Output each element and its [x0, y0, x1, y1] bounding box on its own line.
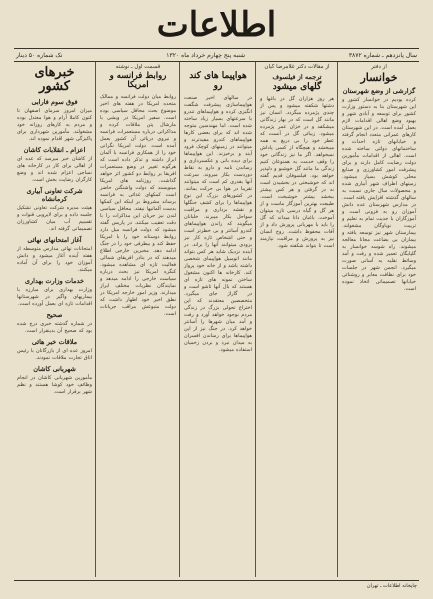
issue-date: شنبه پنج چهارم خرداد ماه ۱۳۲۰ — [166, 51, 246, 59]
news-item-heading: شهربانی کاشان — [33, 364, 76, 373]
footer-text: چاپخانه اطلاعات ـ تهران — [366, 583, 417, 589]
news-item-heading: ملاقات خبر هائی — [31, 337, 78, 346]
column-divider — [179, 62, 180, 577]
news-item — [17, 311, 92, 335]
article-subheading: گزارشی از وضع شهرستان — [342, 87, 416, 96]
news-item — [17, 365, 92, 396]
article-heading-khansar: خوانسار — [360, 71, 398, 84]
news-item — [17, 236, 92, 274]
news-item-body: میزان امروز سرمای اصفهان تا کنون کاملا آرام و هوا معتدل بوده و مردم به کارهای روزانه خود مشغولند. مأمورین شهرداری برای پاکیزگی شهر اقدام نموده اند. — [17, 107, 92, 142]
column-divider — [337, 62, 338, 577]
news-item — [17, 146, 92, 184]
article-subheading: ترجمه از فیلسوف — [272, 73, 322, 81]
news-item-body: هیئت مدیره شرکت تعاونی تشکیل جلسه داده و برای لایروبی قنوات و تقسیم آب میان کشاورزان تصمیماتی گرفته اند. — [17, 204, 92, 232]
news-item-body: از کاشان خبر میرسد که عده ای از اهالی برای کار در کارخانه های نساجی اعزام شده اند و وضع کارگران رضایت بخش است. — [17, 155, 92, 183]
news-item-body: مأمورین شهربانی کاشان در انجام وظائف خود کوشا هستند و نظم شهر برقرار است. — [17, 374, 92, 395]
article-heading-france-america: روابط فرانسه و امریکا — [109, 71, 167, 91]
news-item-heading: شرکت تعاونی آبیاری کرمانشاه — [26, 186, 83, 203]
newspaper-title: اطلاعات — [156, 5, 277, 45]
news-item — [17, 187, 92, 233]
news-item — [17, 277, 92, 308]
column-airplanes — [181, 62, 255, 577]
page-footer — [14, 580, 419, 591]
section-heading-domestic-news: خبرهای کشور — [34, 65, 75, 95]
news-item-heading: فوق سوم فارابی — [31, 97, 78, 106]
column-france-america — [97, 62, 179, 577]
news-item-body: امتحانات نهائی مدارس متوسطه از هفته آینده آغاز میشود و دانش آموزان خود را برای آن آماده میکنند. — [17, 245, 92, 273]
masthead — [0, 0, 433, 50]
column-label: قسمت اول ـ نوشته — [115, 64, 161, 70]
news-items-list — [17, 98, 92, 396]
news-item-body: وزارت بهداری برای مبارزه با بیماریهای واگیر در شهرستانها اقدامات تازه ای بعمل آورده است. — [17, 286, 92, 307]
issue-number: سال پانزدهم ـ شماره ۳۸۷۲ — [348, 51, 417, 59]
article-body: کرده بودیم در خوانسار کشور و این شهرستان بنا به دستور وزارت کشور برای توسعه و آبادی شهر و بهبود وضع اهالی اقدامات لازم بعمل آمده است. در این شهرستان کارهای عمرانی متعدد انجام گرفته و خیابانهای تازه احداث و ساختمانهای دولتی ساخته شده است. اهالی از اقدامات مأمورین دولت رضایت کامل دارند و برای پیشرفت امور کشاورزی و صنایع محلی کوشش بسیار میشود. زمینهای اطراف شهر آبیاری شده و محصولات سال جاری نسبت به سالهای گذشته افزایش یافته است. در مدارس شهرستان عده دانش آموزان رو به فزونی است و آموزگاران با جدیت تمام به تعلیم و تربیت نوباوگان مشغولند. بیمارستان شهر نیز توسعه یافته و بیماران بی بضاعت مجانا معالجه میشوند. راه شوسه خوانسار به گلپایگان تعمیر شده و رفت و آمد وسائط نقلیه به آسانی صورت میگیرد. انجمن شهر در جلسات خود برای نظافت معابر و روشنائی خیابانها تصمیماتی اتخاذ نموده است. — [342, 97, 416, 293]
news-item-heading: اعزام ـ انقلابات کاشان — [23, 145, 86, 154]
article-heading-airplanes: هواپیما های کند رو — [189, 71, 247, 91]
column-divider — [255, 62, 256, 577]
issue-price: تک شماره ۵۰ دینار — [16, 51, 63, 59]
news-item-body: امروز عده ای از بازرگانان با رئیس اتاق تجارت ملاقات نمودند. — [17, 347, 92, 361]
column-label: از دفتر — [371, 64, 387, 70]
article-heading-flowers: گلهای میشود — [272, 82, 322, 92]
column-label: از مقالات دکتر غلامرضا کیان — [264, 64, 330, 70]
columns-area — [14, 62, 419, 577]
article-body: در سالهای اخیر صنعت هواپیماسازی پیشرفت شگفت انگیزی کرده و هواپیماهای تندرو با سرعتهای بسیار زیاد ساخته شده است. اما مهندسین متوجه شده اند که برای بعضی کارها هواپیماهای کندرو مفیدترند و میتوانند در زمینهای کوچک فرود آیند و برخیزند. این هواپیماها برای دیده بانی و عکسبرداری و رساندن نامه و دارو به نقاط دوردست بکار میروند. سرعت آنها بقدری کم است که میتوانند تقریبا در هوا بی حرکت بمانند. در کشورهای بزرگ این نوع هواپیماها را برای کشف جنگلها و نقشه برداری و مراقبت سواحل بکار میبرند. خلبانان میگویند که راندن هواپیماهای کندرو آسانتر و بی خطرتر است و حتی اشخاص تازه کار نیز بزودی میتوانند آنها را براند. در آینده نزدیک شاید هر کس بتواند مانند اتومبیل هواپیمای شخصی داشته باشد و از خانه خود پرواز کند. کارخانه ها اکنون مشغول ساختن نمونه های تازه ای هستند که بال آنها تاشو است و در گاراژ جای میگیرد. متخصصین معتقدند که این اختراع تحولی بزرگ در زندگی مردم بوجود خواهد آورد و رفت و آمد میان شهرها را آسانتر خواهد کرد. در جنگ نیز از این هواپیماها برای رساندن افسران به میدان نبرد و بردن زخمیان استفاده میشود. — [184, 94, 252, 353]
article-body: هر روز هزاران گل در باغها و دشتها شکفته میشود و پس از چندی پژمرده میگردد. انسان نیز مانند گل است که در بهار زندگانی میشکفد و در خزان عمر پژمرده میشود. زیبائی گل در آنست که عطر خود را بی دریغ به همه میبخشد و هیچگاه از کسی پاداش نمیخواهد. اگر ما نیز زندگانی خود را وقف خدمت به همنوعان کنیم زندگی ما مانند گل خوشبو و دلپذیر خواهد بود. فیلسوفان قدیم گفته اند که خوشبختی در بخشیدن است نه در گرفتن و هر کس بیشتر ببخشد بیشتر خوشبخت است. طبیعت بهترین آموزگار ماست و از هر گل و گیاه درسی تازه میتوان آموخت. باغبان دانا میداند که گل را باید با مهربانی پرورش داد و از آفات محفوظ داشت. روح انسان نیز به پرورش و مراقبت نیازمند است تا بتواند شکفته شود. — [259, 95, 334, 249]
news-item-body: در شماره گذشته خبری درج شده بود که صحیح آن بدینقرار است. — [17, 320, 92, 334]
issue-info-bar — [14, 48, 419, 62]
article-body: روابط میان دولت فرانسه و ممالک متحده امریکا در هفته های اخیر موضوع بحث محافل سیاسی بوده است. سفیر امریکا در ویشی با مارشال پتن ملاقات کرده و مذاکراتی درباره مستعمرات فرانسه و نیروی دریائی آن کشور بعمل آمده است. دولت امریکا نگرانی خود را از همکاری فرانسه با آلمان ابراز داشته و تذکر داده است که هرگونه تغییر در وضع مستعمرات افریقا بر روابط دو کشور اثر خواهد گذاشت. روزنامه های امریکا مینویسند که دولت واشنگتن حاضر است کمکهای غذائی به فرانسه برساند مشروط بر اینکه این کمکها بدست آلمانیها نیفتد. محافل سیاسی لندن نیز جریان این مذاکرات را با دقت تعقیب میکنند. در پاریس گفته میشود که دولت فرانسه میل دارد روابط دوستانه خود را با امریکا حفظ کند و بیطرفی خود را در جنگ ادامه دهد. مخبرین خارجی اطلاع میدهند که در بنادر افریقای شمالی فعالیت تازه ای مشاهده میشود. کنگره امریکا نیز بحث درباره سیاست خارجی را ادامه میدهد و نمایندگان نظریات مختلف ابراز میدارند. وزیر امور خارجه امریکا در نطق اخیر خود اظهار داشت که دولت متبوعش مراقب جریانات است. — [100, 93, 176, 317]
news-item-heading: خدمات وزارت بهداری — [24, 276, 85, 285]
column-flowers — [257, 62, 337, 577]
news-item-heading: صحیح — [46, 310, 63, 319]
news-item — [17, 338, 92, 362]
column-domestic-news — [14, 62, 95, 577]
column-divider — [95, 62, 96, 577]
news-item — [17, 98, 92, 143]
column-khansar — [339, 62, 419, 577]
news-item-heading: آغاز امتحانهای نهائی — [27, 235, 82, 244]
